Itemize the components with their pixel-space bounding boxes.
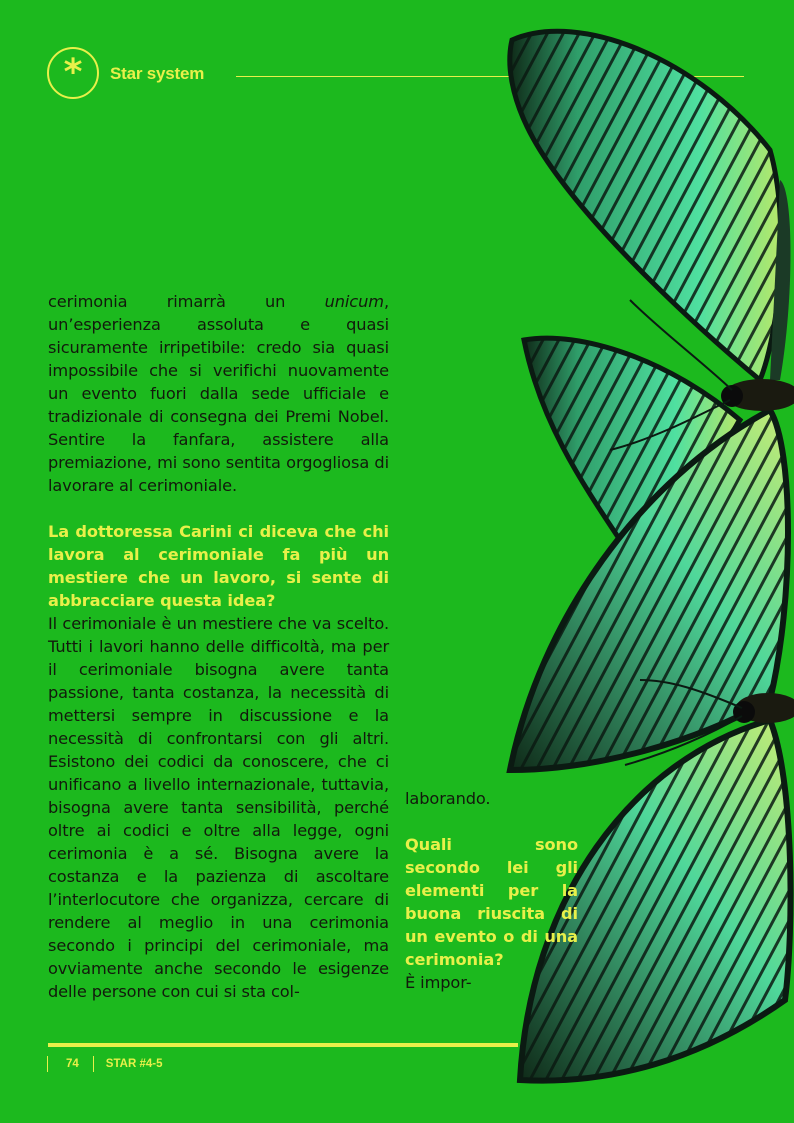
interview-question: La dottoressa Carini ci diceva che chi lavora al cerimoniale fa più un mestiere che un lavoro, si sente di abbracciare questa idea? <box>48 522 389 610</box>
magazine-issue: STAR #4-5 <box>105 1058 163 1070</box>
footer-divider <box>48 1043 518 1047</box>
article-side-column <box>405 787 578 994</box>
interview-answer: Il cerimoniale è un mestiere che va scelto. Tutti i lavori hanno delle difficoltà, ma per il cerimoniale bisogna avere tanta passione, tanta costanza, la necessità di mettersi sempre in discussione e la necessità di confrontarsi con gli altri. Esistono dei codici da conoscere, che ci unificano a livello internazionale, tuttavia, bisogna avere tanta sensibilità, perché oltre ai codici e oltre alla legge, ogni cerimonia è a sé. Bisogna avere la costanza e la pazienza di ascoltare l’interlocutore che organizza, cercare di rendere al meglio in una cerimonia secondo i principi del cerimoniale, ma ovviamente anche secondo le esigenze delle persone con cui si sta col- <box>48 614 389 1001</box>
interview-answer-start: È impor- <box>405 973 472 992</box>
page-footer <box>47 1055 162 1073</box>
page-number: 74 <box>66 1058 79 1070</box>
answer-continuation: laborando. <box>405 789 491 808</box>
article-main-column <box>48 290 389 1003</box>
italic-term: unicum <box>324 292 384 311</box>
asterisk-icon: * <box>47 47 99 99</box>
article-paragraph: cerimonia rimarrà un unicum, un’esperienza assoluta e quasi sicuramente irripetibile: credo sia quasi impossibile che si verifichi nuovamente un evento fuori dalla sede ufficiale e tradizionale di consegna dei Premi Nobel. Sentire la fanfara, assistere alla premiazione, mi sono sentita orgogliosa di lavorare al cerimoniale. <box>48 292 389 495</box>
section-title: Star system <box>110 64 205 83</box>
interview-question: Quali sono secondo lei gli elementi per la buona riuscita di un evento o di una cerimonia? <box>405 835 578 969</box>
